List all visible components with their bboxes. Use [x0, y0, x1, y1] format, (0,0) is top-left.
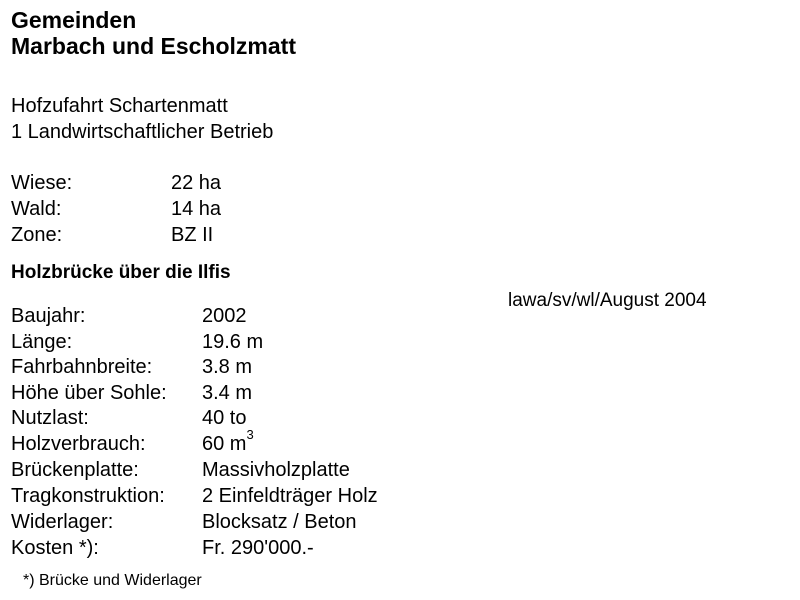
bridge-row-label: Holzverbrauch:: [11, 433, 146, 455]
bridge-row: [11, 483, 431, 509]
bridge-row-label: Brückenplatte:: [11, 459, 139, 481]
bridge-row-value: 3.4 m: [202, 382, 253, 404]
bridge-row-value: 3.8 m: [202, 356, 253, 378]
bridge-row: [11, 303, 431, 329]
bridge-row-value: 2002: [202, 305, 247, 327]
bridge-row-label: Nutzlast:: [11, 407, 89, 429]
bridge-row-label: Baujahr:: [11, 305, 86, 327]
bridge-heading: Holzbrücke über die Ilfis: [11, 262, 231, 283]
page-title: [11, 7, 296, 59]
bridge-row: [11, 405, 431, 431]
bridge-row-label: Kosten *):: [11, 537, 99, 559]
farm-row-label: Wald:: [11, 198, 62, 220]
bridge-row-value: Massivholzplatte: [202, 459, 350, 481]
bridge-row: [11, 354, 431, 380]
intro-line-2: 1 Landwirtschaftlicher Betrieb: [11, 121, 274, 143]
intro-line-1: Hofzufahrt Schartenmatt: [11, 95, 228, 117]
farm-row-value: 14 ha: [171, 198, 222, 220]
farm-row: [11, 170, 311, 196]
bridge-row: [11, 509, 431, 535]
bridge-row: [11, 457, 431, 483]
bridge-row-value: 2 Einfeldträger Holz: [202, 485, 378, 507]
farm-row-value: 22 ha: [171, 172, 222, 194]
bridge-row: [11, 535, 431, 561]
bridge-row-label: Widerlager:: [11, 511, 114, 533]
bridge-row: [11, 427, 431, 457]
farm-row: [11, 196, 311, 222]
value-text: 60 m: [202, 433, 247, 455]
farm-row-label: Wiese:: [11, 172, 73, 194]
bridge-row-label: Tragkonstruktion:: [11, 485, 165, 507]
bridge-row-label: Länge:: [11, 331, 73, 353]
bridge-row-label: Höhe über Sohle:: [11, 382, 167, 404]
footnote: *) Brücke und Widerlager: [23, 572, 202, 589]
farm-row-value: BZ II: [171, 224, 214, 246]
bridge-row-value: [202, 427, 254, 457]
title-line-1: Gemeinden: [11, 7, 137, 33]
superscript-exponent: 3: [246, 427, 254, 443]
farm-row: [11, 222, 311, 248]
bridge-row-label: Fahrbahnbreite:: [11, 356, 153, 378]
bridge-row-value: Blocksatz / Beton: [202, 511, 357, 533]
bridge-row-value: 40 to: [202, 407, 247, 429]
bridge-row-value: Fr. 290'000.-: [202, 537, 314, 559]
farm-row-label: Zone:: [11, 224, 63, 246]
title-line-2: Marbach und Escholzmatt: [11, 33, 296, 59]
bridge-row-value: 19.6 m: [202, 331, 264, 353]
intro-block: [11, 93, 273, 145]
bridge-row: [11, 380, 431, 406]
document-reference: lawa/sv/wl/August 2004: [508, 290, 707, 311]
bridge-row: [11, 329, 431, 355]
